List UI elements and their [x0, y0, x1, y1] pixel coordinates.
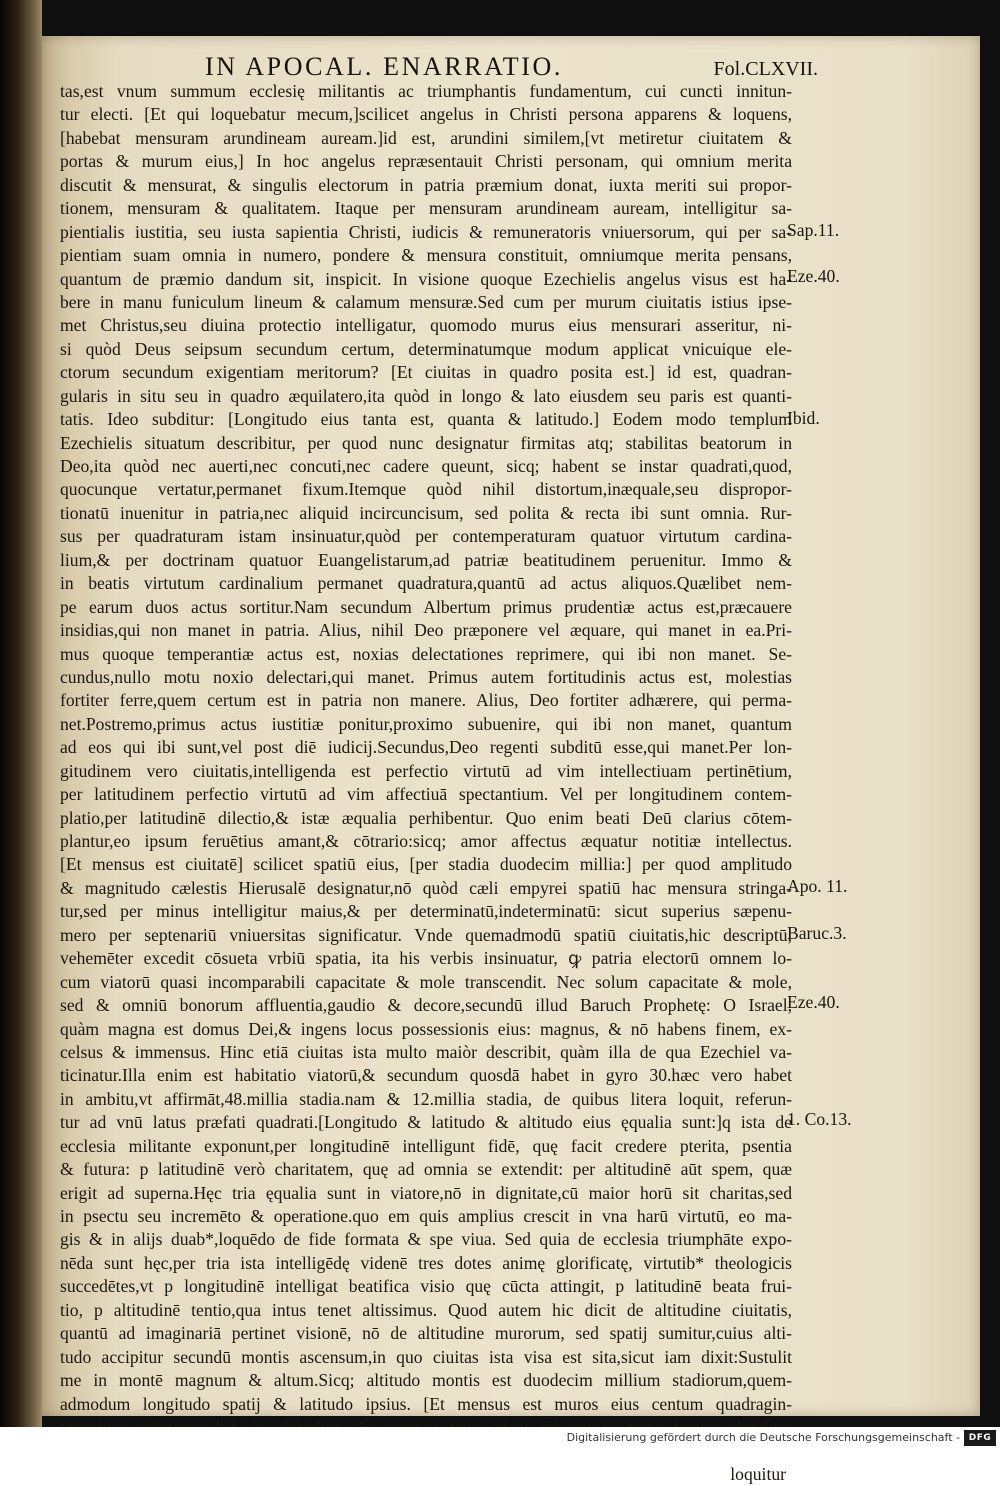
text-line: cum viatorū quasi incomparabili capacitate & mole transcendit. Nec solum capacitate & mole, [60, 971, 792, 992]
text-line: mero per septenariū vniuersitas significatur. Vnde quemadmodū spatiū ciuitatis,hic descriptū, [60, 924, 792, 945]
text-line: plantur,eo ipsum feruētius amant,& cōtrario:sicq; amor affectus æquatur notitiæ intellectus. [60, 831, 792, 851]
main-text-block [60, 80, 792, 1486]
text-line: pe earum duos actus sortitur.Nam secundum Albertum primus prudentiæ actus est,præcauere [60, 596, 792, 617]
text-line: in psectu seu incremēto & operatione.quo em quis amplius crescit in vna harū virtutū, eo ma- [60, 1206, 792, 1226]
text-line: vehemēter excedit cōsueta vrbiū spatia, ita his verbis insinuatur, ꝙ patria electorū omnem lo- [60, 948, 792, 969]
text-line: me in montē magnum & altum.Sicq; altitudo montis est duodecim millium stadiorum,quem- [60, 1370, 792, 1391]
footer-bar [0, 1427, 1000, 1451]
text-line: admodum longitudo spatij & latitudo ipsius. [Et mensus est muros eius centum quadragin- [60, 1393, 792, 1414]
catchword: loquitur [730, 1463, 786, 1484]
text-line: [habebat mensuram arundineam auream.]id est, arundini similem,[vt metiretur ciuitatem & [60, 127, 792, 148]
text-line: erigit ad superna.Hęc tria ęqualia sunt in viatore,nō in dignitate,cū maior horū sit charitas,sed [60, 1182, 792, 1203]
text-line: tatis. Ideo subditur: [Longitudo eius tanta est, quanta & latitudo.] Eodem modo templum [60, 409, 792, 430]
text-line: insidias,qui non manet in patria. Alius, nihil Deo præponere vel æquare, qui manet in ea.Pri- [60, 620, 792, 641]
text-line: fortiter ferre,quem certum est in patria non manere. Alius, Deo fortiter adhærere, qui perma- [60, 690, 792, 711]
text-line: succedētes,vt p longitudinē intelligat beatifica visio quę cūcta attingit, p latitudinē beata frui- [60, 1276, 792, 1297]
text-line: pientialis iustitia, seu iusta sapientia Christi, iudicis & remuneratoris vniuersorum, qui per sa- [60, 221, 792, 242]
text-line: & futura: p latitudinē verò charitatem, quę ad omnia se extendit: per altitudinē aūt spem, quæ [60, 1159, 792, 1180]
text-line: tionem, mensuram & qualitatem. Itaque per mensuram arundineam auream, intelligitur sa- [60, 198, 792, 219]
text-line: mus quoque temperantiæ actus est, noxias delectationes reprimere, qui ibi non manet. Se- [60, 643, 792, 664]
book-spine-edge [0, 0, 42, 1427]
text-line: sus per quadraturam istam insinuatur,quòd per contemperaturam quatuor virtutum cardina- [60, 526, 792, 547]
text-line: discutit & mensurat, & singulis electorum in patria præmium donat, iuxta meriti sui propor- [60, 174, 792, 195]
text-line: celsus & immensus. Hinc etiā ciuitas ista multo maiòr describit, quàm illa de qua Ezechiel va- [60, 1041, 792, 1062]
margin-note-ibid: Ibid. [787, 408, 820, 428]
text-line: tur ad vnū latus præfati quadrati.[Longitudo & latitudo & altitudo eius ęqualia sunt:]q ista de [60, 1112, 792, 1133]
text-line: ecclesia militante exponunt,per longitudinē intelligunt fidē, quę facit credere pterita, psentia [60, 1135, 792, 1156]
text-line: quàm magna est domus Dei,& ingens locus possessionis eius: magnus, & nō habens finem, ex- [60, 1018, 792, 1039]
text-line: bere in manu funiculum lineum & calamum mensuræ.Sed cum per murum ciuitatis istius ipse- [60, 291, 792, 312]
text-line: quantum de præmio dandum sit, inspicit. In visione quoque Ezechielis angelus visus est ha- [60, 268, 792, 289]
text-line: [Et mensus est ciuitatē] scilicet spatiū eius, [per stadia duodecim millia:] per quod amplitudo [60, 854, 792, 875]
text-line: ad eos qui ibi sunt,vel post diē iudicij.Secundus,Deo regenti subditū esse,qui manet.Per lon- [60, 737, 792, 758]
text-line: & magnitudo cælestis Hierusalē designatur,nō quòd cæli empyrei spatiū hac mensura stringa- [60, 877, 792, 898]
text-line: lium,& per doctrinam quatuor Euangelistarum,ad patriæ beatitudinem peruenitur. Immo & [60, 549, 792, 570]
running-title: IN APOCAL. ENARRATIO. [205, 52, 563, 81]
margin-note-ezechiel: Eze.40. [787, 266, 840, 286]
text-line: gis & in alijs duab*,loquēdo de fide formata & spe viua. Sed quia de ecclesia triumphāte expo- [60, 1229, 792, 1250]
funding-notice: Digitalisierung gefördert durch die Deutsche Forschungsgemeinschaft - [566, 1431, 960, 1444]
text-line: portas & murum eius,] In hoc angelus repræsentauit Christi personam, qui omnium merita [60, 151, 792, 172]
text-line: ctorum secundum exigentiam meritorum? [Et ciuitas in quadro posita est.] id est, quadran- [60, 362, 792, 383]
text-line: met Christus,seu diuina protectio intelligatur, quomodo murus eius mensurari asseritur, ni- [60, 315, 792, 336]
text-line: nēda sunt hęc,per tria ista intelligēdę videnē tres dotes animę glorificatę, virtutib* theologicis [60, 1252, 792, 1273]
text-line: tio, p altitudinē tentio,qua intus tenet altissimus. Quod autem hic dicit de altitudine ciuitatis, [60, 1299, 792, 1320]
text-line: tas,est vnum summum ecclesię militantis ac triumphantis fundamentum, cui cuncti innitun- [60, 81, 792, 101]
text-line: tur,sed per minus intelligitur maius,& per determinatū,indeterminatū: sicut superius sæpenu- [60, 901, 792, 922]
text-line: platio,per latitudinē dilectio,& istæ æqualia perhibentur. Quo enim beati Deū clarius cōtem- [60, 807, 792, 828]
margin-note-ezechiel-2: Eze.40. [787, 992, 840, 1012]
text-line: tur electi. [Et qui loquebatur mecum,]scilicet angelus in Christi persona apparens & loquens, [60, 104, 792, 125]
margin-note-apocalypse: Apo. 11. [787, 876, 848, 896]
text-line: cundus,nullo motu noxio delectari,qui manet. Primus autem fortitudinis actus est, molestias [60, 666, 792, 687]
margin-note-baruch: Baruc.3. [787, 923, 847, 943]
text-line: Deo,ita quòd nec auerti,nec concuti,nec cadere queunt, sicq; habent se instar quadrati,quod, [60, 456, 792, 476]
text-line: per latitudinem perfectio virtutū ad vim affectiuā spectantium. Vel per longitudinem contem- [60, 784, 792, 805]
text-line: net.Postremo,primus actus iustitiæ ponitur,proximo subuenire, qui ibi non manet, quantum [60, 713, 792, 734]
margin-note-sapientia: Sap.11. [787, 220, 840, 240]
text-line: tionatū inuenitur in patria,nec aliquid incircuncisum, sed polita & recta ibi sunt omnia. Rur- [60, 502, 792, 523]
folio-number: Fol.CLXVII. [713, 58, 818, 80]
text-line: Ezechielis situatum describitur, per quod nunc designatur firmitas atq; stabilitas beatorum in [60, 432, 792, 453]
text-line: in ambitu,vt affirmāt,48.millia stadia.nam & 12.millia stadia, de quibus litera loquit, referun- [60, 1088, 792, 1109]
text-line: gularis in situ seu in quadro æquilatero,ita quòd in longo & lato eiusdem seu paris est quanti- [60, 385, 792, 406]
dfg-logo: DFG [964, 1430, 996, 1446]
text-line: gitudinem vero ciuitatis,intelligenda est perfectio virtutū ad vim intellectiuam pertinētium, [60, 760, 792, 781]
margin-note-corinthians: 1. Co.13. [787, 1109, 852, 1129]
text-line: tudo accipitur secundū montis ascensum,in quo ciuitas ista visa est sita,sicut iam dixit:Sustulit [60, 1346, 792, 1367]
text-line: quocunque vertatur,permanet fixum.Itemque quòd nihil distortum,inæquale,seu dispropor- [60, 479, 792, 500]
text-line: si quòd Deus seipsum secundum certum, determinatumque modum applicat vnicuique ele- [60, 338, 792, 359]
text-line: in beatis virtutum cardinalium permanet quadratura,quantū ad actus aliquos.Quælibet nem- [60, 573, 792, 594]
text-line: sed & omniū bonorum affluentia,gaudio & decore,secundū illud Baruch Prophetę: O Israel, [60, 995, 792, 1016]
text-line: quantū ad imaginariā pertinet visionē, nō de altitudine murorum, sed spatij sumitur,cuius alti- [60, 1323, 792, 1344]
text-line: pientiam suam omnia in numero, pondere & mensura constituit, omniumque merita pensans, [60, 245, 792, 266]
text-line: ticinatur.Illa enim est habitatio viatorū,& secundum quosdā habet in gyro 30.hæc vero habet [60, 1065, 792, 1086]
